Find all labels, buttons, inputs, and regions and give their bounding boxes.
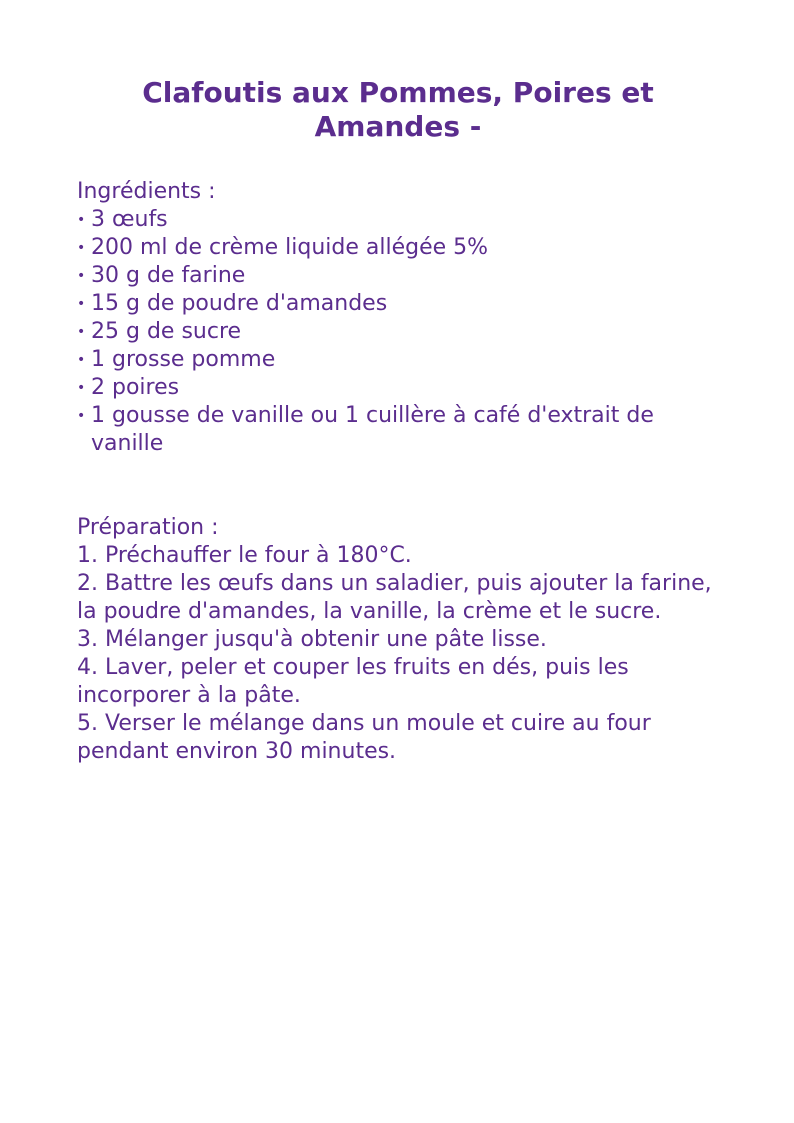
ingredient-text: 2 poires	[91, 375, 180, 400]
ingredient-text: 1 grosse pomme	[91, 347, 276, 372]
ingredient-item	[77, 290, 719, 318]
ingredient-text: 1 gousse de vanille ou 1 cuillère à café d'extrait de vanille	[91, 403, 654, 456]
bullet-icon: •	[77, 212, 86, 228]
preparation-step: 1. Préchauffer le four à 180°C.	[77, 543, 412, 568]
bullet-icon: •	[77, 380, 86, 396]
ingredient-item	[77, 374, 719, 402]
ingredient-text: 200 ml de crème liquide allégée 5%	[91, 235, 489, 260]
ingredient-item	[77, 346, 719, 374]
bullet-icon: •	[77, 352, 86, 368]
ingredient-item	[77, 318, 719, 346]
recipe-title: Clafoutis aux Pommes, Poires et Amandes -	[142, 76, 654, 143]
preparation-step: 5. Verser le mélange dans un moule et cuire au four pendant environ 30 minutes.	[77, 711, 651, 764]
ingredients-heading: Ingrédients :	[77, 179, 216, 204]
ingredient-item	[77, 234, 719, 262]
ingredient-text: 30 g de farine	[91, 263, 246, 288]
bullet-icon: •	[77, 240, 86, 256]
ingredient-text: 25 g de sucre	[91, 319, 242, 344]
preparation-step: 2. Battre les œufs dans un saladier, puis ajouter la farine, la poudre d'amandes, la vanille, la crème et le sucre.	[77, 571, 712, 624]
bullet-icon: •	[77, 296, 86, 312]
preparation-step: 3. Mélanger jusqu'à obtenir une pâte lisse.	[77, 627, 547, 652]
bullet-icon: •	[77, 268, 86, 284]
ingredient-list	[77, 206, 719, 458]
recipe-page	[77, 76, 719, 766]
ingredient-text: 3 œufs	[91, 207, 168, 232]
ingredient-text: 15 g de poudre d'amandes	[91, 291, 388, 316]
preparation-step: 4. Laver, peler et couper les fruits en dés, puis les incorporer à la pâte.	[77, 655, 629, 708]
step-list	[77, 542, 719, 766]
ingredient-item	[77, 206, 719, 234]
ingredient-item	[77, 262, 719, 290]
bullet-icon: •	[77, 408, 86, 424]
ingredient-item	[77, 402, 719, 458]
bullet-icon: •	[77, 324, 86, 340]
preparation-heading: Préparation :	[77, 515, 219, 540]
